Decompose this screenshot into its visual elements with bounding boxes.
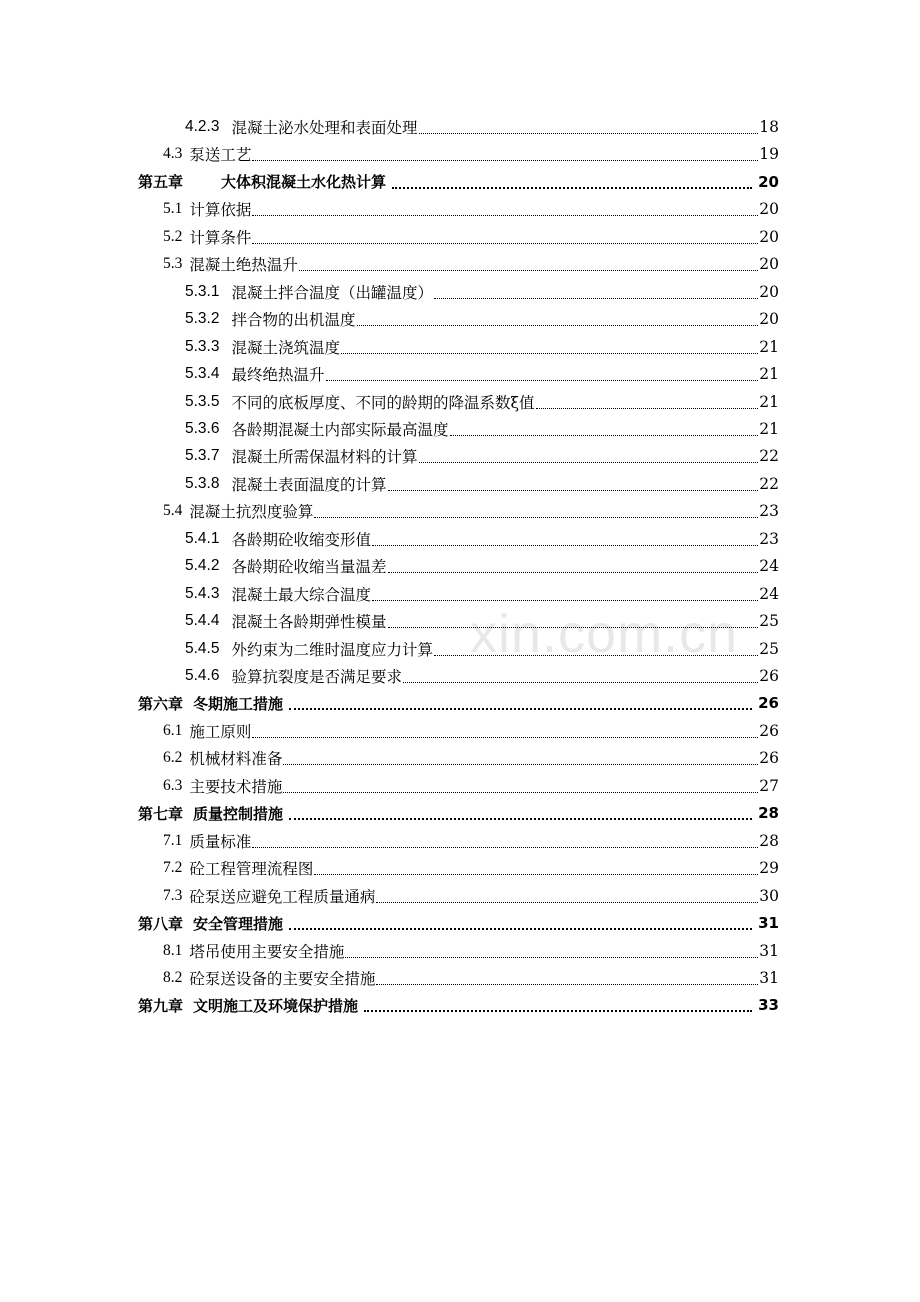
toc-entry-page: 25	[759, 639, 779, 658]
toc-entry[interactable]	[0, 251, 779, 277]
toc-entry-page: 26	[759, 667, 779, 685]
toc-leader-dots	[252, 846, 758, 848]
toc-entry-number: 5.3.7	[185, 447, 220, 465]
toc-leader-dots	[419, 461, 759, 463]
toc-entry-number: 5.2	[163, 227, 183, 245]
toc-entry-number: 7.3	[163, 886, 183, 904]
toc-entry-title: 混凝土绝热温升	[189, 256, 298, 275]
toc-entry-number: 5.4.4	[185, 612, 220, 630]
toc-entry-title: 文明施工及环境保护措施	[193, 996, 359, 1015]
toc-entry-title: 各龄期混凝土内部实际最高温度	[231, 420, 449, 439]
toc-entry-page: 25	[759, 612, 779, 631]
toc-entry[interactable]	[0, 800, 779, 826]
toc-entry-number: 4.3	[163, 145, 183, 163]
toc-entry[interactable]	[0, 334, 779, 360]
toc-entry-page: 30	[759, 886, 779, 905]
toc-entry-number: 第五章	[138, 173, 184, 192]
toc-entry-title: 质量标准	[189, 832, 252, 851]
toc-leader-dots	[376, 983, 758, 985]
toc-leader-dots	[345, 956, 758, 958]
toc-entry-page: 26	[759, 721, 779, 740]
toc-leader-dots	[326, 379, 759, 381]
toc-entry-page: 21	[759, 419, 779, 438]
toc-entry[interactable]	[0, 443, 779, 469]
toc-entry-page: 21	[759, 392, 779, 411]
toc-entry[interactable]	[0, 306, 779, 332]
toc-entry-title: 验算抗裂度是否满足要求	[231, 668, 402, 686]
toc-leader-dots	[289, 817, 752, 820]
toc-entry-number: 5.4	[163, 502, 183, 520]
toc-entry[interactable]	[0, 718, 779, 744]
toc-entry-title: 砼工程管理流程图	[189, 860, 314, 879]
toc-entry-page: 24	[759, 584, 779, 603]
toc-entry-number: 第六章	[138, 694, 184, 713]
toc-entry-page: 20	[759, 227, 779, 246]
toc-entry-title: 混凝土表面温度的计算	[231, 475, 387, 494]
toc-entry-page: 20	[759, 200, 779, 219]
toc-entry[interactable]	[0, 224, 779, 250]
toc-entry-page: 24	[759, 557, 779, 576]
toc-entry-number: 5.3.3	[185, 337, 220, 355]
toc-entry-page: 31	[759, 968, 779, 987]
toc-entry-title: 施工原则	[189, 722, 252, 741]
toc-entry-number: 6.2	[163, 749, 183, 767]
toc-entry-title: 混凝土所需保温材料的计算	[231, 448, 418, 467]
toc-entry[interactable]	[0, 883, 779, 909]
toc-entry-number: 6.1	[163, 721, 183, 739]
toc-leader-dots	[434, 654, 758, 656]
toc-entry-title: 外约束为二维时温度应力计算	[231, 640, 433, 659]
toc-entry-title: 计算依据	[189, 201, 252, 220]
toc-entry-title: 质量控制措施	[193, 804, 284, 823]
toc-entry-number: 5.4.1	[185, 529, 220, 547]
toc-entry[interactable]	[0, 608, 779, 634]
toc-entry-page: 31	[759, 941, 779, 960]
toc-entry-page: 26	[758, 694, 779, 713]
toc-entry-title: 砼泵送设备的主要安全措施	[189, 969, 376, 988]
toc-entry-number: 6.3	[163, 776, 183, 794]
toc-entry-title: 拌合物的出机温度	[231, 311, 356, 330]
toc-entry[interactable]	[0, 636, 779, 662]
toc-entry-number: 5.3.8	[185, 474, 220, 492]
toc-leader-dots	[314, 873, 758, 875]
toc-leader-dots	[252, 242, 758, 244]
toc-entry[interactable]	[0, 471, 779, 497]
toc-entry-title: 混凝土泌水处理和表面处理	[231, 119, 418, 137]
toc-leader-dots	[403, 681, 758, 683]
toc-entry-page: 20	[759, 310, 779, 329]
toc-entry[interactable]	[0, 498, 779, 524]
toc-leader-dots	[252, 214, 758, 216]
toc-entry-number: 5.4.6	[185, 667, 220, 684]
toc-entry-page: 21	[759, 337, 779, 356]
toc-entry-number: 5.3.5	[185, 392, 220, 410]
toc-entry-number: 8.1	[163, 941, 183, 959]
toc-entry[interactable]	[0, 773, 779, 799]
toc-entry-number: 5.4.3	[185, 584, 220, 602]
toc-entry[interactable]	[0, 141, 779, 167]
toc-entry-title: 砼泵送应避免工程质量通病	[189, 887, 376, 906]
toc-entry[interactable]	[0, 663, 779, 689]
toc-entry-number: 5.3.4	[185, 365, 220, 383]
toc-entry-number: 7.1	[163, 831, 183, 849]
toc-entry[interactable]	[0, 690, 779, 716]
toc-entry-title: 混凝土各龄期弹性模量	[231, 613, 387, 632]
toc-leader-dots	[392, 186, 752, 189]
toc-entry[interactable]	[0, 965, 779, 991]
toc-leader-dots	[434, 297, 758, 299]
toc-entry-page: 21	[759, 365, 779, 384]
toc-entry-title: 大体积混凝土水化热计算	[221, 173, 387, 192]
toc-entry-title: 各龄期砼收缩变形值	[231, 530, 371, 549]
toc-entry-number: 第七章	[138, 804, 184, 823]
toc-entry-number: 7.2	[163, 859, 183, 877]
toc-entry-title: 安全管理措施	[193, 914, 284, 933]
toc-entry-page: 22	[759, 474, 779, 493]
toc-leader-dots	[388, 571, 759, 573]
toc-leader-dots	[314, 516, 758, 518]
toc-entry[interactable]	[0, 114, 779, 140]
toc-leader-dots	[536, 407, 759, 409]
toc-entry[interactable]	[0, 910, 779, 936]
toc-entry-page: 20	[758, 172, 779, 191]
toc-entry[interactable]	[0, 361, 779, 387]
toc-entry-number: 5.4.5	[185, 639, 220, 657]
toc-entry-page: 26	[759, 749, 779, 768]
toc-leader-dots	[388, 489, 759, 491]
toc-entry[interactable]	[0, 526, 779, 552]
toc-leader-dots	[357, 324, 759, 326]
toc-leader-dots	[283, 791, 758, 793]
toc-entry-title: 冬期施工措施	[193, 694, 284, 713]
toc-entry[interactable]	[0, 416, 779, 442]
toc-entry-title: 最终绝热温升	[231, 366, 325, 385]
toc-entry-number: 5.3.2	[185, 310, 220, 328]
toc-entry-number: 5.3	[163, 255, 183, 273]
toc-entry-page: 23	[759, 502, 779, 521]
toc-leader-dots	[283, 763, 758, 765]
toc-entry-number: 5.1	[163, 200, 183, 218]
toc-leader-dots	[372, 599, 758, 601]
toc-leader-dots	[299, 269, 758, 271]
toc-entry-page: 22	[759, 447, 779, 466]
toc-entry-number: 5.4.2	[185, 557, 220, 575]
toc-entry-title: 塔吊使用主要安全措施	[189, 942, 345, 961]
toc-leader-dots	[289, 927, 752, 930]
toc-leader-dots	[252, 736, 758, 738]
toc-entry-page: 20	[759, 282, 779, 301]
toc-leader-dots	[372, 544, 758, 546]
toc-entry-number: 8.2	[163, 968, 183, 986]
toc-entry-page: 28	[758, 804, 779, 823]
toc-entry-page: 28	[759, 831, 779, 850]
toc-leader-dots	[376, 901, 758, 903]
toc-entry[interactable]	[0, 938, 779, 964]
toc-entry[interactable]	[0, 169, 779, 195]
toc-entry-title: 泵送工艺	[189, 146, 252, 165]
toc-entry-page: 33	[758, 996, 779, 1015]
toc-entry-number: 4.2.3	[185, 118, 220, 135]
toc-entry[interactable]	[0, 196, 779, 222]
toc-leader-dots	[341, 352, 758, 354]
toc-entry-title: 各龄期砼收缩当量温差	[231, 558, 387, 577]
toc-entry[interactable]	[0, 279, 779, 305]
toc-entry[interactable]	[0, 389, 779, 415]
toc-entry-page: 27	[759, 776, 779, 795]
toc-entry[interactable]	[0, 581, 779, 607]
toc-leader-dots	[388, 626, 759, 628]
toc-leader-dots	[450, 434, 759, 436]
toc-entry[interactable]	[0, 855, 779, 881]
toc-leader-dots	[252, 159, 758, 161]
toc-leader-dots	[419, 132, 759, 134]
toc-entry-title: 主要技术措施	[189, 777, 283, 796]
toc-entry[interactable]	[0, 992, 779, 1018]
toc-entry-page: 20	[759, 255, 779, 274]
toc-entry-page: 29	[759, 859, 779, 878]
toc-entry[interactable]	[0, 745, 779, 771]
toc-entry-page: 19	[759, 145, 779, 164]
toc-entry-page: 23	[759, 529, 779, 548]
toc-entry-title: 混凝土最大综合温度	[231, 585, 371, 604]
toc-entry-title: 混凝土抗烈度验算	[189, 503, 314, 522]
toc-entry-title: 机械材料准备	[189, 750, 283, 769]
toc-entry[interactable]	[0, 553, 779, 579]
toc-entry-page: 18	[759, 118, 779, 136]
watermark: xin.com.cn	[470, 604, 739, 664]
toc-entry[interactable]	[0, 828, 779, 854]
toc-entry-title: 混凝土拌合温度（出罐温度）	[231, 283, 433, 302]
toc-entry-title: 不同的底板厚度、不同的龄期的降温系数ξ值	[231, 393, 535, 412]
toc-entry-title: 计算条件	[189, 228, 252, 247]
toc-entry-number: 5.3.1	[185, 282, 220, 300]
toc-entry-page: 31	[758, 914, 779, 933]
toc-entry-number: 第九章	[138, 996, 184, 1015]
toc-leader-dots	[289, 707, 752, 710]
toc-entry-title: 混凝土浇筑温度	[231, 338, 340, 357]
toc-leader-dots	[364, 1009, 752, 1012]
toc-entry-number: 5.3.6	[185, 419, 220, 437]
toc-entry-number: 第八章	[138, 914, 184, 933]
